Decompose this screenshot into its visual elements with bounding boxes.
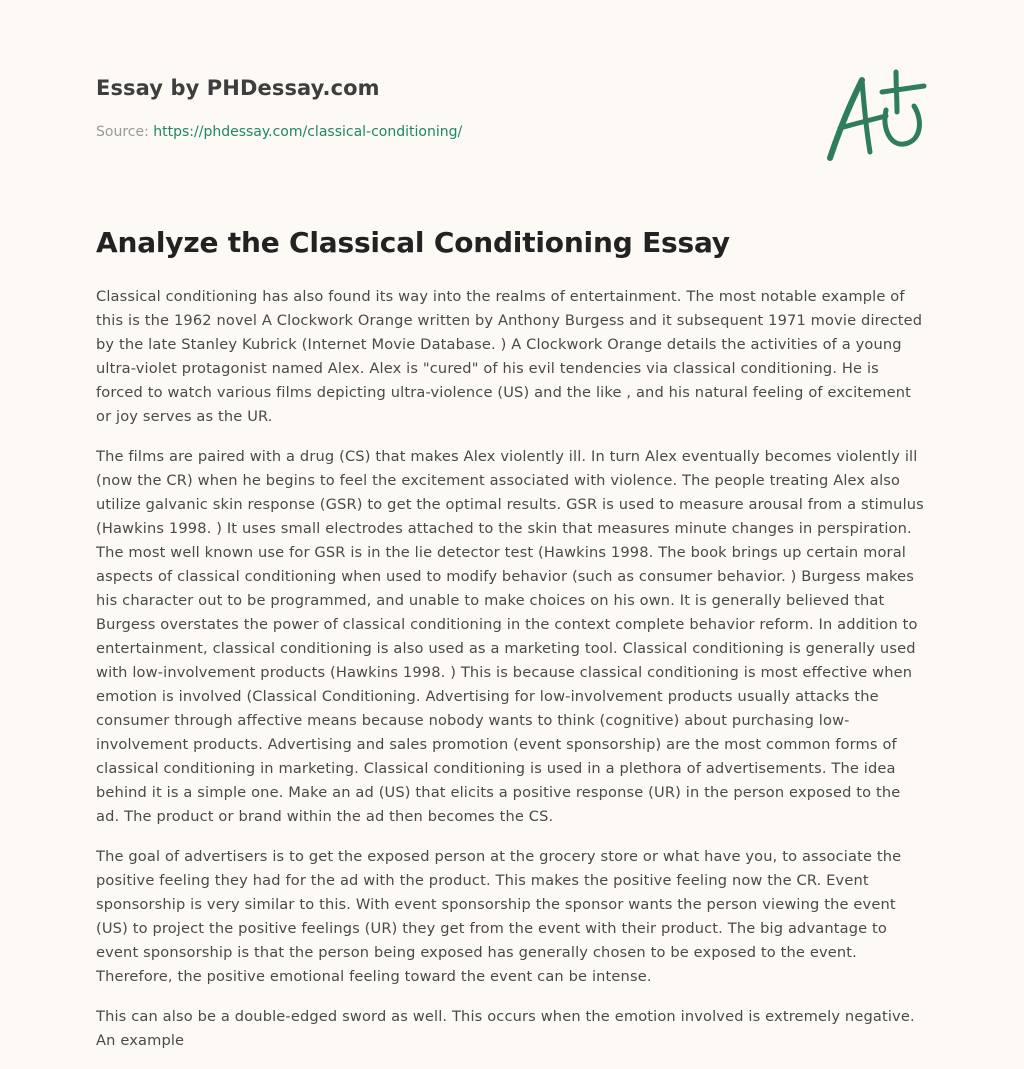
source-label: Source: xyxy=(96,124,154,140)
essay-body xyxy=(96,285,928,1069)
paragraph: This can also be a double-edged sword as well. This occurs when the emotion involved is extremely negative. An example xyxy=(96,1008,915,1049)
paragraph: Classical conditioning has also found its way into the realms of entertainment. The most notable example of this is the 1962 novel A Clockwork Orange written by Anthony Burgess and it subsequent 1971 movie directed by the late Stanley Kubrick (Internet Movie Database. ) A Clockwork Orange details the activities of a young ultra-violet protagonist named Alex. Alex is "cured" of his evil tendencies via classical conditioning. He is forced to watch various films depicting ultra-violence (US) and the like , and his natural feeling of excitement or joy serves as the UR. xyxy=(96,288,923,425)
source-line xyxy=(96,124,462,140)
paragraph: The goal of advertisers is to get the exposed person at the grocery store or what have you, to associate the positive feeling they had for the ad with the product. This makes the positive feeling now the CR. Event sponsorship is very similar to this. With event sponsorship the sponsor wants the person viewing the event (US) to project the positive feelings (UR) they get from the event with their product. The big advantage to event sponsorship is that the person being exposed has generally chosen to be exposed to the event. Therefore, the positive emotional feeling toward the event can be intense. xyxy=(96,848,902,985)
site-brand: Essay by PHDessay.com xyxy=(96,76,380,100)
a-plus-logo-icon xyxy=(824,66,928,164)
header xyxy=(96,0,928,180)
source-link[interactable]: https://phdessay.com/classical-conditioning/ xyxy=(153,124,463,140)
essay-title: Analyze the Classical Conditioning Essay xyxy=(96,226,730,259)
paragraph: The films are paired with a drug (CS) that makes Alex violently ill. In turn Alex eventually becomes violently ill (now the CR) when he begins to feel the excitement associated with violence. The people treating Alex also utilize galvanic skin response (GSR) to get the optimal results. GSR is used to measure arousal from a stimulus (Hawkins 1998. ) It uses small electrodes attached to the skin that measures minute changes in perspiration. The most well known use for GSR is in the lie detector test (Hawkins 1998. The book brings up certain moral aspects of classical conditioning when used to modify behavior (such as consumer behavior. ) Burgess makes his character out to be programmed, and unable to make choices on his own. It is generally believed that Burgess overstates the power of classical conditioning in the context complete behavior reform. In addition to entertainment, classical conditioning is also used as a marketing tool. Classical conditioning is generally used with low-involvement products (Hawkins 1998. ) This is because classical conditioning is most effective when emotion is involved (Classical Conditioning. Advertising for low-involvement products usually attacks the consumer through affective means because nobody wants to think (cognitive) about purchasing low-involvement products. Advertising and sales promotion (event sponsorship) are the most common forms of classical conditioning in marketing. Classical conditioning is used in a plethora of advertisements. The idea behind it is a simple one. Make an ad (US) that elicits a positive response (UR) in the person exposed to the ad. The product or brand within the ad then becomes the CS. xyxy=(96,448,924,825)
